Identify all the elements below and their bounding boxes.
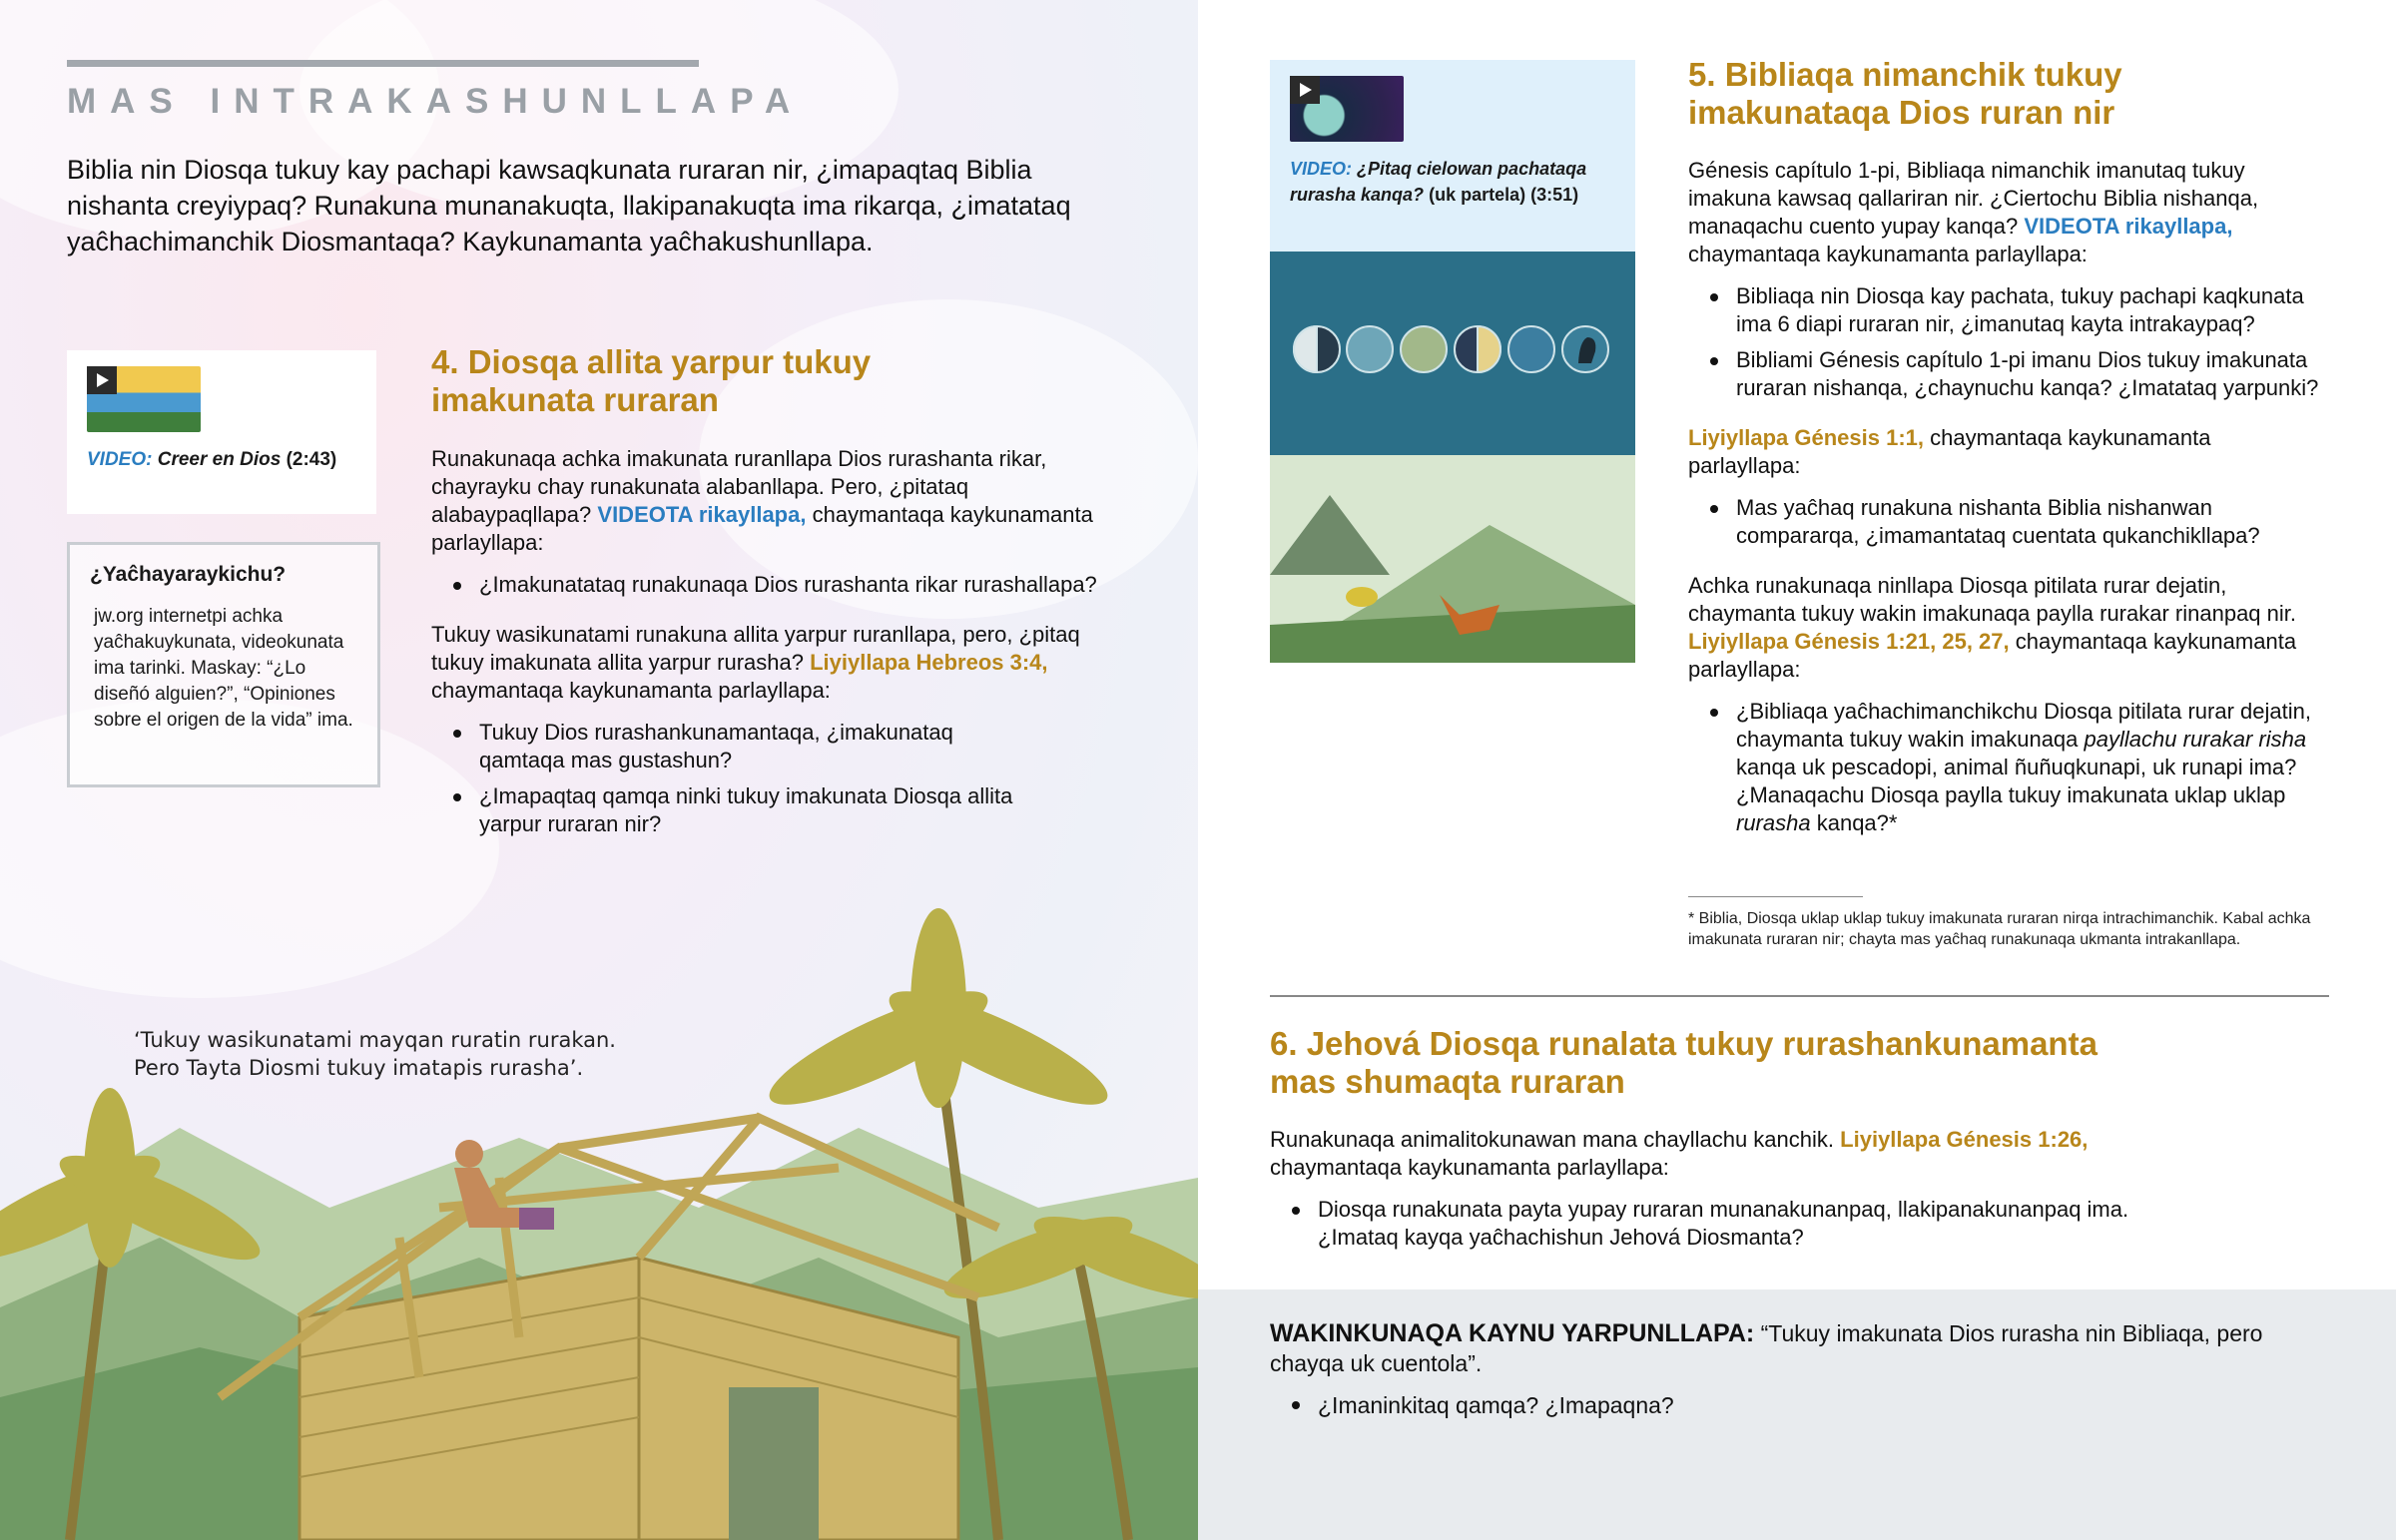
paragraph-text: chaymantaqa kaykunamanta parlayllapa: xyxy=(1270,1155,1669,1180)
list-item-emphasis: rurasha xyxy=(1736,810,1811,835)
did-you-know-box xyxy=(67,542,380,787)
question-list xyxy=(1688,282,2327,402)
section-5-heading: 5. Bibliaqa nimanchik tukuy imakunataqa Dios ruran nir xyxy=(1688,56,2122,131)
section-6-body xyxy=(1270,1126,2328,1260)
paragraph-text: Génesis capítulo 1-pi, Bibliaqa nimanchik imanutaq tukuy imakuna kawsaq qallariran nir. ¿Ciertochu Biblia nishanqa, manaqachu cuento yupay kanqa? xyxy=(1688,158,2259,239)
page-title: MAS INTRAKASHUNLLAPA xyxy=(67,82,805,121)
scripture-link[interactable]: Liyiyllapa Génesis 1:1, xyxy=(1688,425,1925,450)
question-list xyxy=(1270,1390,2268,1420)
list-item: Tukuy Dios rurashankunamantaqa, ¿imakunataq qamtaqa mas gustashun? xyxy=(479,719,1038,774)
video-thumbnail[interactable] xyxy=(1290,76,1404,142)
intro-text: Biblia nin Diosqa tukuy kay pachapi kawsaqkunata ruraran nir, ¿imapaqtaq Biblia nishanta creyiypaq? Runakuna munanakuqta, llakipanakuqta ima rikarqa, ¿imatataq yaĉhachimanchik Diosmantaqa? Kaykunamanta yaĉhakushunllapa. xyxy=(67,155,1071,257)
question-list xyxy=(431,719,1130,838)
list-item-emphasis: payllachu rurakar risha xyxy=(2084,727,2307,752)
paragraph-text: chaymantaqa kaykunamanta parlayllapa: xyxy=(431,502,1093,555)
video-duration: (2:43) xyxy=(286,449,337,470)
others-say-text xyxy=(1270,1318,2268,1428)
video-label: VIDEO: xyxy=(1290,159,1353,179)
video-label: VIDEO: xyxy=(87,449,153,470)
paragraph-text: Achka runakunaqa ninllapa Diosqa pitilata rurar dejatin, chaymanta tukuy wakin imakunaqa paylla rurakar rinanpaq nir. xyxy=(1688,573,2296,626)
video-link[interactable]: VIDEOTA rikayllapa, xyxy=(2024,214,2233,239)
bamboo-house-illustration xyxy=(0,878,1198,1540)
list-item: ¿Imapaqtaq qamqa ninki tukuy imakunata Diosqa allita yarpur ruraran nir? xyxy=(479,782,1038,838)
landscape-animals-image xyxy=(1270,455,1635,663)
paragraph-text: chaymantaqa kaykunamanta parlayllapa: xyxy=(1688,629,2297,682)
video-link[interactable]: VIDEOTA rikayllapa, xyxy=(597,502,807,527)
box-text: jw.org internetpi achka yaĉhakuykunata, videokunata ima tarinki. Maskay: “¿Lo diseñó alguien?”, “Opiniones sobre el origen de la vida” ima. xyxy=(94,606,353,731)
scripture-link[interactable]: Liyiyllapa Génesis 1:26, xyxy=(1840,1127,2089,1152)
paragraph-text: Tukuy wasikunatami runakuna allita yarpur ruranllapa, pero, ¿pitaq tukuy imakunata allita yarpur rurasha? xyxy=(431,622,1080,675)
others-say-label: WAKINKUNAQA KAYNU YARPUNLLAPA: xyxy=(1270,1319,1755,1347)
video-title[interactable] xyxy=(87,446,366,473)
question-list xyxy=(1688,494,2327,550)
box-title: ¿Yaĉhayaraykichu? xyxy=(90,563,287,586)
paragraph-text: Runakunaqa achka imakunata ruranllapa Dios rurashanta rikar, chayrayku chay runakunata alabanllapa. Pero, ¿pitataq alabaypaqllapa? xyxy=(431,446,1047,527)
list-item-text: kanqa?* xyxy=(1816,810,1898,835)
list-item: ¿Imaninkitaq qamqa? ¿Imapaqna? xyxy=(1318,1390,2268,1420)
creation-days-image xyxy=(1270,252,1635,455)
section-6-heading: 6. Jehová Diosqa runalata tukuy rurashankunamanta mas shumaqta ruraran xyxy=(1270,1025,2097,1100)
list-item xyxy=(1736,698,2327,837)
title-rule xyxy=(67,60,699,67)
question-list xyxy=(1688,698,2327,837)
list-item: ¿Imakunatataq runakunaqa Dios rurashanta rikar rurashallapa? xyxy=(479,571,1130,599)
video-name: ¿Pitaq cielowan pachataqa rurasha kanqa? xyxy=(1290,159,1587,205)
paragraph-text: chaymantaqa kaykunamanta parlayllapa: xyxy=(1688,242,2088,266)
section-4-body xyxy=(431,445,1130,846)
question-list xyxy=(1270,1196,2328,1252)
section-divider xyxy=(1270,995,2329,997)
others-say-quote: “Tukuy imakunata Dios rurasha nin Bibliaqa, pero chayqa uk cuentola”. xyxy=(1270,1320,2263,1376)
video-title[interactable] xyxy=(1290,156,1619,208)
play-icon[interactable] xyxy=(1290,76,1320,104)
scripture-link[interactable]: Liyiyllapa Hebreos 3:4, xyxy=(810,650,1048,675)
video-card-pitaq-cielowan[interactable] xyxy=(1270,60,1635,252)
list-item: Mas yaĉhaq runakuna nishanta Biblia nishanwan compararqa, ¿imamantataq cuentata qukanchikllapa? xyxy=(1736,494,2327,550)
footnote-rule xyxy=(1688,896,1863,897)
paragraph-text: chaymantaqa kaykunamanta parlayllapa: xyxy=(431,678,831,703)
others-say-box xyxy=(1198,1289,2396,1540)
paragraph-text: chaymantaqa kaykunamanta parlayllapa: xyxy=(1688,425,2211,478)
paragraph-text: Runakunaqa animalitokunawan mana chayllachu kanchik. xyxy=(1270,1127,1835,1152)
list-item: Bibliami Génesis capítulo 1-pi imanu Dios tukuy imakunata ruraran nishanqa, ¿chaynuchu kanqa? ¿Imatataq yarpunki? xyxy=(1736,346,2327,402)
section-5-body xyxy=(1688,157,2327,845)
video-thumbnail[interactable] xyxy=(87,366,201,432)
list-item-text: kanqa uk pescadopi, animal ñuñuqkunapi, uk runapi ima? ¿Manaqachu Diosqa paylla tukuy imakunata uklap uklap xyxy=(1736,755,2297,807)
footnote: * Biblia, Diosqa uklap uklap tukuy imakunata ruraran nirqa intrachimanchik. Kabal achka imakunata ruraran nir; chayta mas yaĉhaq runakunaqa ukmanta intrakanllapa. xyxy=(1688,910,2311,948)
illustration-caption xyxy=(134,1026,616,1082)
caption-line: ‘Tukuy wasikunatami mayqan ruratin rurakan. xyxy=(134,1028,616,1052)
play-icon[interactable] xyxy=(87,366,117,394)
list-item-text: ¿Bibliaqa yaĉhachimanchikchu Diosqa pitilata rurar dejatin, chaymanta tukuy wakin imakunaqa xyxy=(1736,699,2311,752)
video-card-creer-en-dios[interactable] xyxy=(67,350,376,514)
video-duration: (uk partela) (3:51) xyxy=(1429,185,1579,205)
list-item: Diosqa runakunata payta yupay ruraran munanakunanpaq, llakipanakunanpaq ima. ¿Imataq kayqa yaĉhachishun Jehová Diosmanta? xyxy=(1318,1196,2196,1252)
caption-line: Pero Tayta Diosmi tukuy imatapis rurasha’. xyxy=(134,1056,584,1080)
section-4-heading: 4. Diosqa allita yarpur tukuy imakunata ruraran xyxy=(431,343,872,418)
scripture-link[interactable]: Liyiyllapa Génesis 1:21, 25, 27, xyxy=(1688,629,2010,654)
video-name: Creer en Dios xyxy=(157,449,282,470)
question-list xyxy=(431,571,1130,599)
list-item: Bibliaqa nin Diosqa kay pachata, tukuy pachapi kaqkunata ima 6 diapi ruraran nir, ¿imanutaq kayta intrakaypaq? xyxy=(1736,282,2327,338)
